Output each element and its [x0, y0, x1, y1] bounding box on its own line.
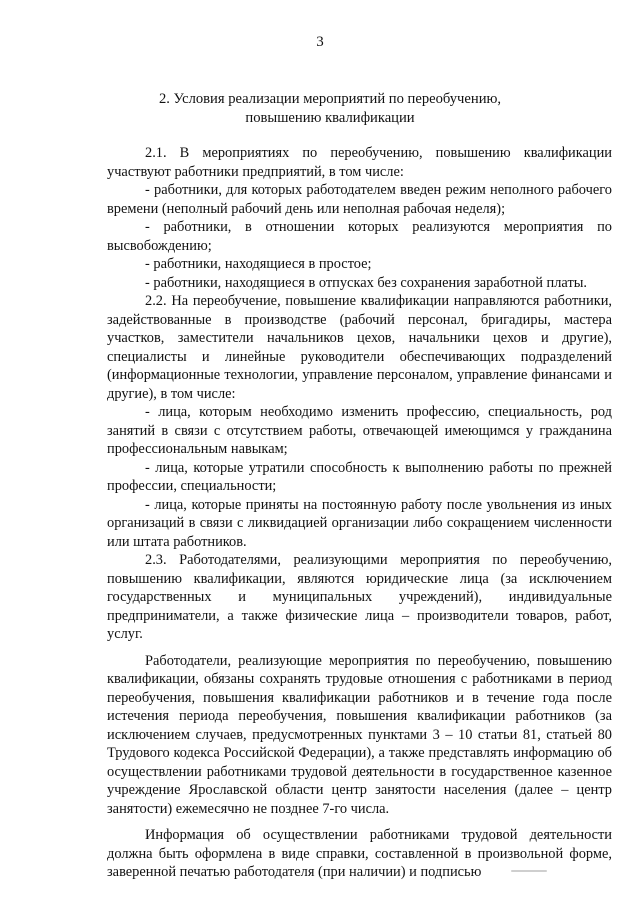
paragraph: - лица, которые приняты на постоянную работу после увольнения из иных организаций в связи с ликвидацией организации либо сокращением численности или штата работников.: [107, 496, 612, 550]
body-text: [107, 144, 612, 882]
paragraph: - работники, для которых работодателем введен режим неполного рабочего времени (неполный рабочий день или неполная рабочая неделя);: [107, 182, 612, 217]
paragraph: - лица, которым необходимо изменить профессию, специальность, род занятий в связи с отсутствием работы, отвечающей имеющимся у гражданина профессиональным навыкам;: [107, 404, 612, 457]
section-heading-line-2: повышению квалификации: [245, 110, 415, 126]
paragraph: 2.3. Работодателями, реализующими мероприятия по переобучению, повышению квалификации, являются юридические лица (за исключением государственных и муниципальных учреждений), индивидуальные предприниматели, а также физические лица – производители товаров, работ, услуг.: [107, 552, 612, 642]
paragraph: 2.2. На переобучение, повышение квалификации направляются работники, задействованные в производстве (рабочий персонал, бригадиры, мастера участков, заместители начальников цехов, начальники цехов и другие), специалисты и линейные руководители обеспечивающих подразделений (информационные технологии, управление персоналом, управление финансами и другие), в том числе:: [107, 293, 612, 402]
section-heading: [100, 90, 560, 128]
page-number: 3: [316, 34, 324, 50]
section-heading-line-1: 2. Условия реализации мероприятий по переобучению,: [158, 91, 502, 107]
paragraph: Информация об осуществлении работниками трудовой деятельности должна быть оформлена в виде справки, составленной в произвольной форме, заверенной печатью работодателя (при наличии) и подписью: [107, 827, 612, 880]
paragraph: Работодатели, реализующие мероприятия по переобучению, повышению квалификации, обязаны сохранять трудовые отношения с работниками в период переобучения, повышения квалификации работников и в течение года после истечения периода переобучения, повышения квалификации работников (за исключением случаев, предусмотренных пунктами 3 – 10 статьи 81, статьей 80 Трудового кодекса Российской Федерации), а также представлять информацию об осуществлении работниками трудовой деятельности в государственное казенное учреждение Ярославской области центр занятости населения (далее – центр занятости) ежемесячно не позднее 7-го числа.: [107, 652, 612, 817]
paragraph: - работники, находящиеся в простое;: [145, 256, 372, 272]
paragraph: 2.1. В мероприятиях по переобучению, повышению квалификации участвуют работники предприятий, в том числе:: [107, 145, 612, 180]
paragraph: - работники, находящиеся в отпусках без сохранения заработной платы.: [145, 274, 587, 291]
paragraph: - лица, которые утратили способность к выполнению работы по прежней профессии, специальности;: [107, 459, 612, 494]
scan-mark: [511, 870, 547, 872]
paragraph: - работники, в отношении которых реализуются мероприятия по высвобождению;: [107, 219, 612, 254]
